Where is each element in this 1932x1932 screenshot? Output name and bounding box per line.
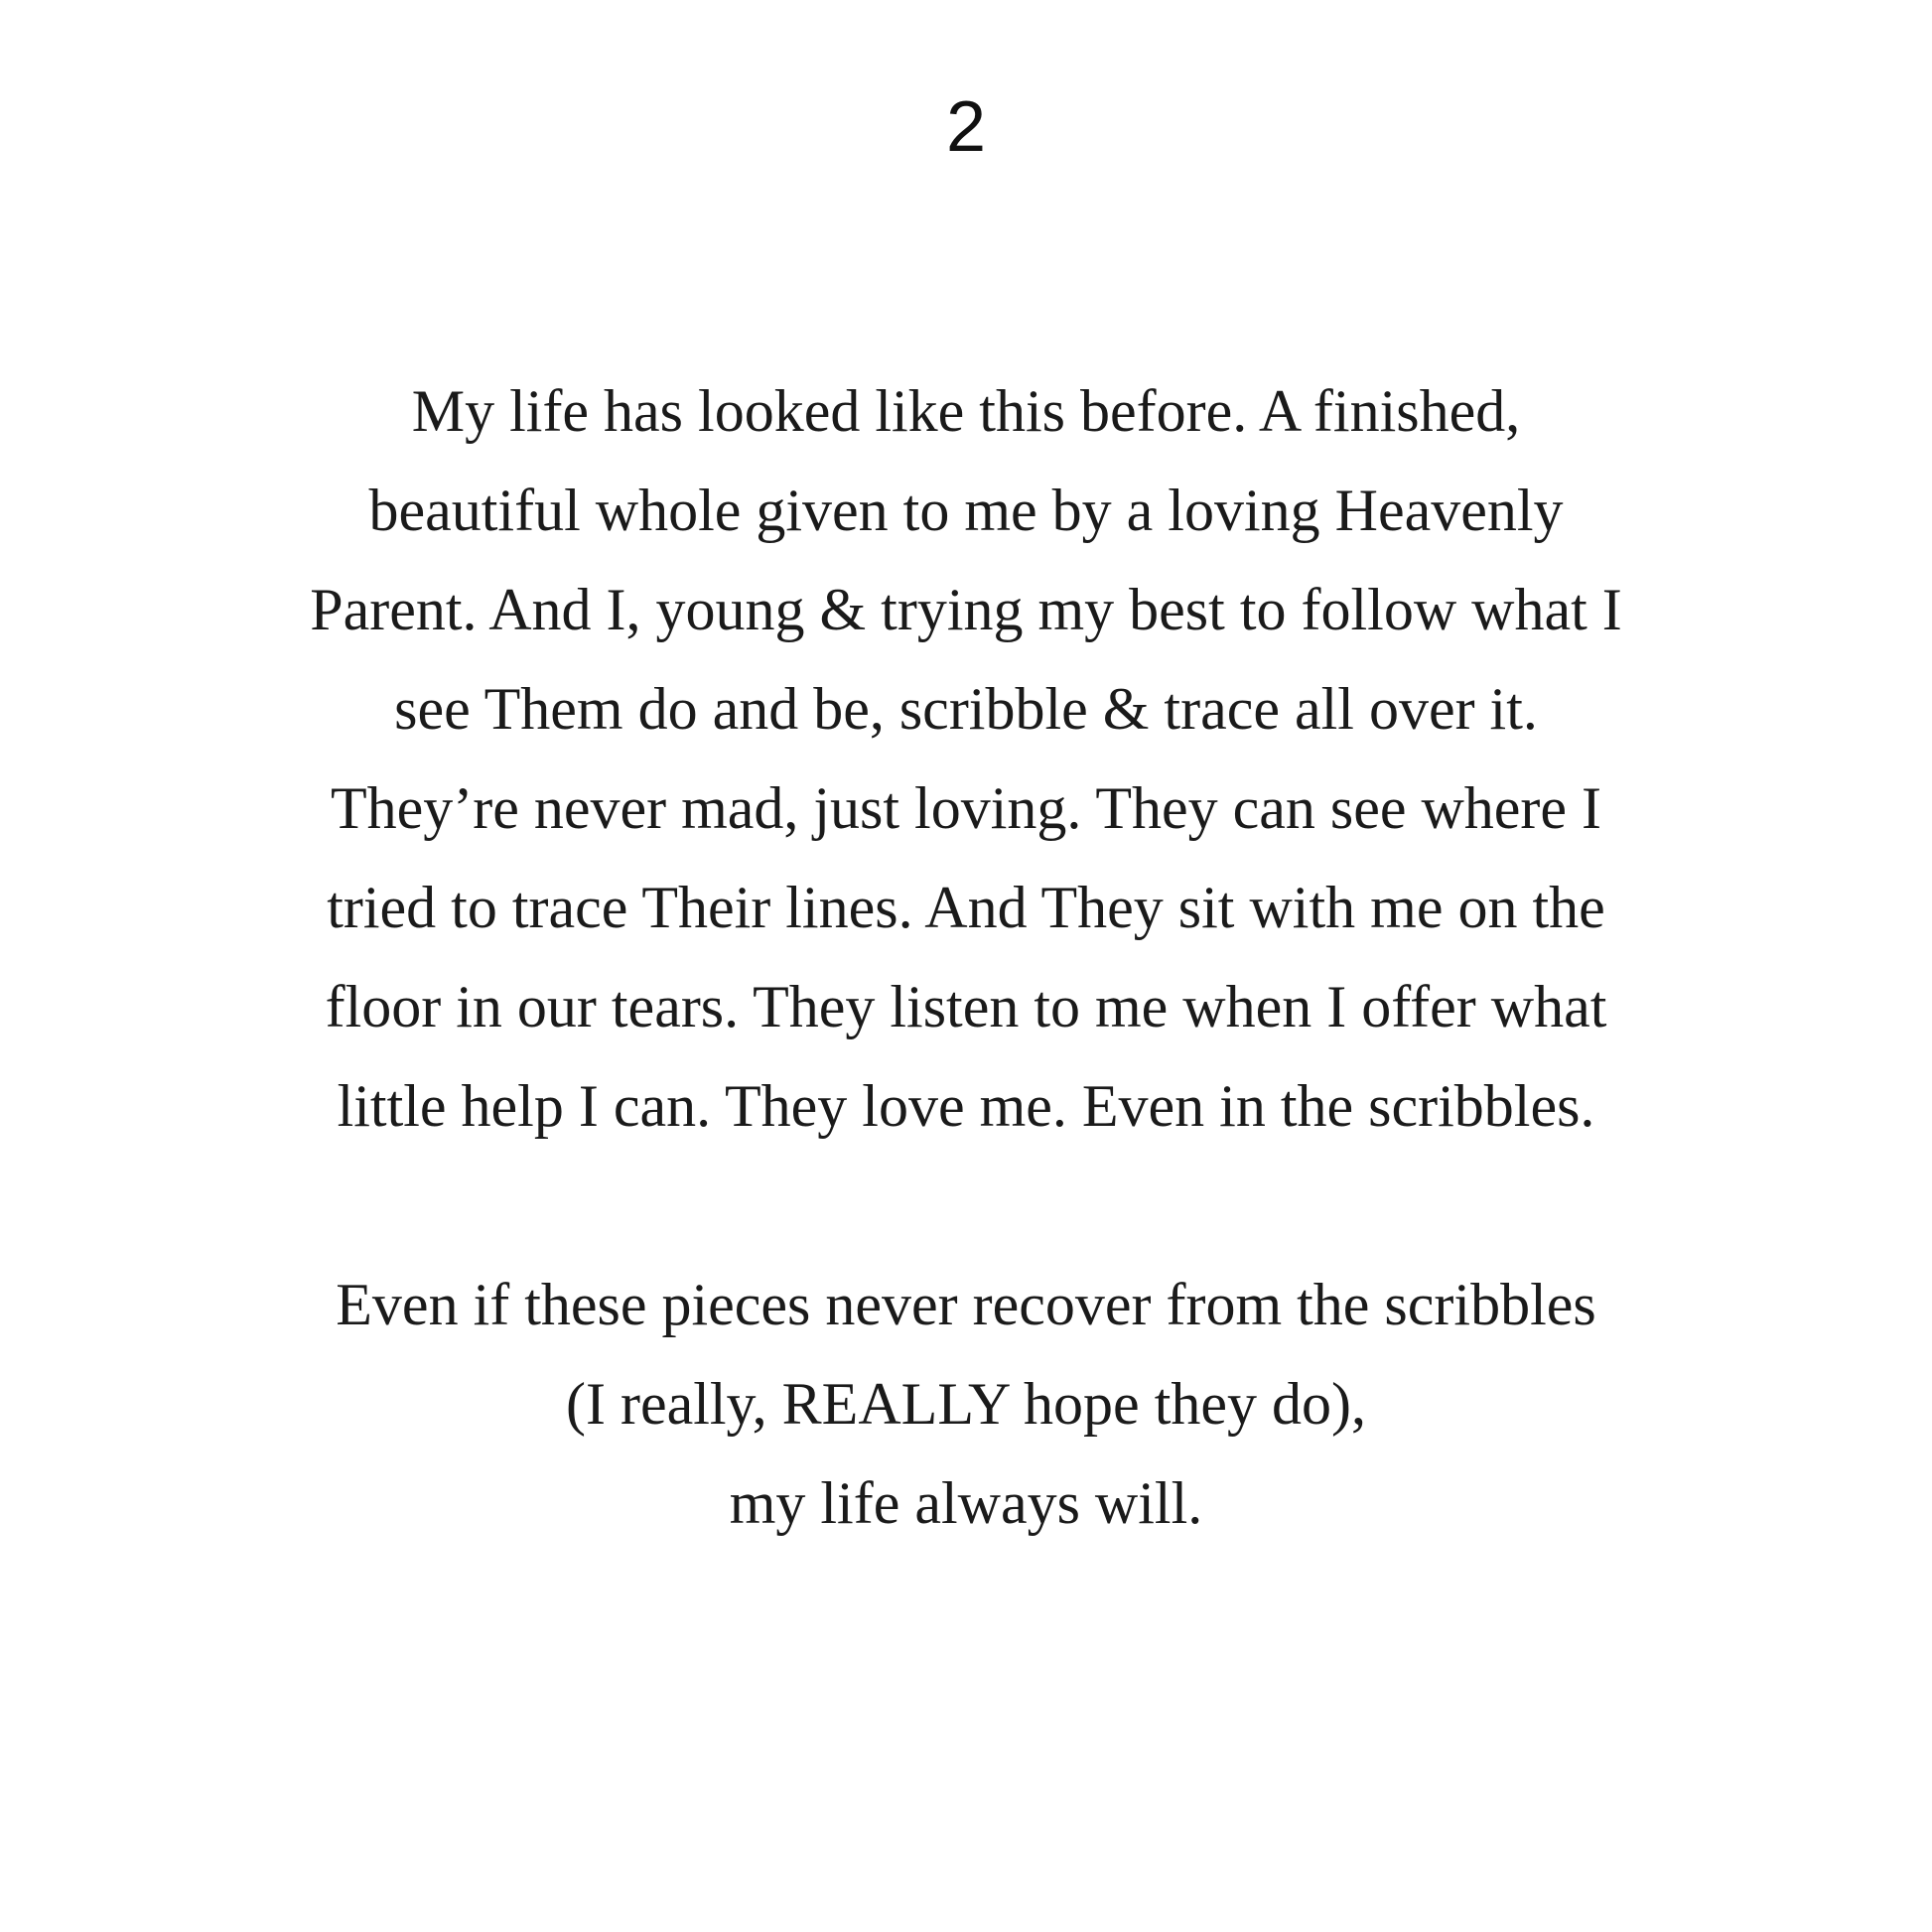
poem-line: beautiful whole given to me by a loving Heavenly (368, 478, 1564, 543)
poem-line: They’re never mad, just loving. They can see where I (330, 775, 1602, 841)
poem-line: Parent. And I, young & trying my best to follow what I (310, 577, 1622, 642)
page-number: 2 (945, 87, 987, 167)
poem-line: little help I can. They love me. Even in the scribbles. (337, 1073, 1595, 1139)
poem-line: Even if these pieces never recover from the scribbles (336, 1272, 1596, 1337)
document-page (0, 87, 1932, 1932)
poem-text-block (92, 361, 1840, 1553)
poem-paragraph-1 (92, 361, 1840, 1156)
poem-paragraph-2 (92, 1255, 1840, 1553)
poem-line: my life always will. (729, 1470, 1203, 1536)
poem-line: floor in our tears. They listen to me when I offer what (325, 974, 1607, 1039)
poem-line: tried to trace Their lines. And They sit with me on the (327, 875, 1605, 940)
poem-line: My life has looked like this before. A finished, (411, 378, 1521, 444)
poem-line: (I really, REALLY hope they do), (566, 1371, 1366, 1437)
poem-line: see Them do and be, scribble & trace all over it. (394, 676, 1538, 742)
